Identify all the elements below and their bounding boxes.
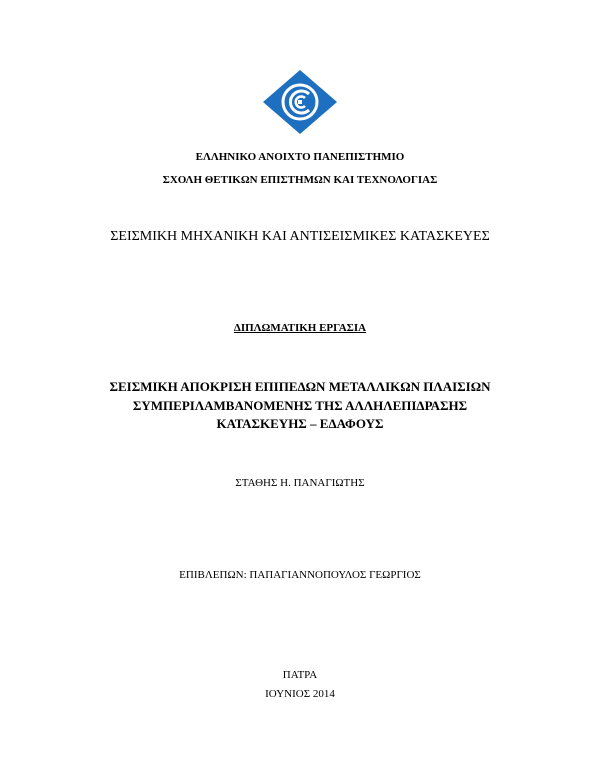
thesis-title-line-1: ΣΕΙΣΜΙΚΗ ΑΠΟΚΡΙΣΗ ΕΠΙΠΕΔΩΝ ΜΕΤΑΛΛΙΚΩΝ ΠΛΑΙΣΙΩΝ [109, 379, 491, 394]
author-name: ΣΤΑΘΗΣ Η. ΠΑΝΑΓΙΩΤΗΣ [235, 477, 365, 489]
date: ΙΟΥΝΙΟΣ 2014 [265, 688, 335, 700]
eap-university-logo-icon [263, 70, 337, 134]
city: ΠΑΤΡΑ [282, 669, 318, 681]
school-name: ΣΧΟΛΗ ΘΕΤΙΚΩΝ ΕΠΙΣΤΗΜΩΝ ΚΑΙ ΤΕΧΝΟΛΟΓΙΑΣ [162, 174, 438, 186]
thesis-title-line-3: ΚΑΤΑΣΚΕΥΗΣ – ΕΔΑΦΟΥΣ [216, 416, 384, 431]
supervisor-name: ΕΠΙΒΛΕΠΩΝ: ΠΑΠΑΓΙΑΝΝΟΠΟΥΛΟΣ ΓΕΩΡΓΙΟΣ [179, 569, 421, 581]
university-name: ΕΛΛΗΝΙΚΟ ΑΝΟΙΧΤΟ ΠΑΝΕΠΙΣΤΗΜΙΟ [195, 151, 405, 163]
document-type: ΔΙΠΛΩΜΑΤΙΚΗ ΕΡΓΑΣΙΑ [233, 322, 367, 334]
program-name: ΣΕΙΣΜΙΚΗ ΜΗΧΑΝΙΚΗ ΚΑΙ ΑΝΤΙΣΕΙΣΜΙΚΕΣ ΚΑΤΑΣΚΕΥΕΣ [110, 229, 490, 244]
thesis-title-line-2: ΣΥΜΠΕΡΙΛΑΜΒΑΝΟΜΕΝΗΣ ΤΗΣ ΑΛΛΗΛΕΠΙΔΡΑΣΗΣ [132, 398, 468, 413]
